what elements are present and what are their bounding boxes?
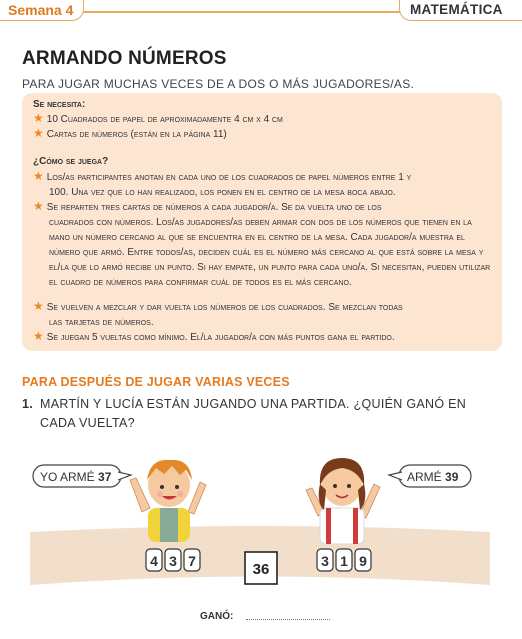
martin-bubble-text: YO ARMÉ (40, 470, 95, 484)
game-illustration (0, 440, 522, 605)
martin-bubble-number: 37 (98, 470, 112, 484)
rule-text-cont: 100. Una vez que lo han realizado, los ponen en el centro de la mesa boca abajo. (49, 187, 396, 198)
star-icon: ★ (33, 126, 44, 140)
svg-text:ARMÉ 39 (407, 469, 459, 484)
week-label: Semana 4 (0, 0, 84, 21)
rule-text: Se reparten tres cartas de números a cada jugador/a. Se da vuelta uno de los (46, 202, 382, 213)
lucia-speech-bubble (389, 465, 471, 487)
rules-heading: ¿Cómo se juega? (33, 156, 109, 167)
question-number: 1. (22, 397, 34, 411)
star-icon: ★ (33, 199, 44, 213)
center-number-card (245, 552, 277, 584)
rule-item (33, 299, 493, 330)
subject-label: MATEMÁTICA (399, 0, 522, 21)
rule-item (33, 169, 493, 200)
answer-label: GANÓ: (200, 611, 234, 622)
materials-item-text: Cartas de números (están en la página 11) (46, 129, 227, 140)
rule-text: Se vuelven a mezclar y dar vuelta los números de los cuadrados. Se mezclan todas (46, 302, 403, 313)
materials-item (33, 111, 493, 127)
answer-line[interactable] (246, 619, 330, 620)
rule-item (33, 329, 493, 345)
materials-heading: Se necesita: (33, 99, 86, 110)
section-title: PARA DESPUÉS DE JUGAR VARIAS VECES (22, 375, 290, 389)
star-icon: ★ (33, 111, 44, 125)
lucia-bubble-text: ARMÉ (407, 470, 442, 484)
center-card-number: 36 (252, 561, 270, 578)
star-icon: ★ (33, 169, 44, 183)
rule-text-cont: las tarjetas de números. (49, 317, 154, 328)
rule-text-cont: cuadrados con números. Los/as jugadores/as deben armar con dos de los números que tienen en la mano un número cercano al que se encuentra en el centro de la mesa. Cada jugador/a muestra el número que armó. Entre todos/as, deciden cuál es el número más cercano al que está sobre la mesa y el/la que lo armó recibe un punto. Si hay empate, un punto para cada uno/a. Si necesitan, pueden utilizar el cuadro de números para confirmar cuál de todos es el más cercano. (49, 217, 491, 288)
materials-item-text: 10 Cuadrados de papel de aproximadamente 4 cm x 4 cm (46, 114, 283, 125)
lucia-bubble-number: 39 (445, 470, 459, 484)
svg-text:YO ARMÉ 37 (40, 469, 112, 484)
page-subtitle: PARA JUGAR MUCHAS VECES DE A DOS O MÁS JUGADORES/AS. (22, 77, 415, 91)
rule-text: Se juegan 5 vueltas como mínimo. El/la jugador/a con más puntos gana el partido. (46, 332, 395, 343)
rule-item (33, 199, 493, 290)
card-digit: 4 (150, 553, 158, 569)
materials-item (33, 126, 493, 142)
instructions-box (22, 93, 502, 351)
card-digit: 3 (321, 553, 329, 569)
card-digit: 1 (340, 553, 348, 569)
question-1 (22, 395, 492, 433)
martin-cards (146, 549, 200, 571)
card-digit: 9 (359, 553, 367, 569)
page-header (0, 0, 522, 24)
page-title: ARMANDO NÚMEROS (22, 48, 227, 69)
star-icon: ★ (33, 329, 44, 343)
martin-speech-bubble (33, 465, 131, 487)
card-digit: 3 (169, 553, 177, 569)
card-digit: 7 (188, 553, 196, 569)
question-text: MARTÍN Y LUCÍA ESTÁN JUGANDO UNA PARTIDA. ¿QUIÉN GANÓ EN CADA VUELTA? (40, 397, 467, 430)
star-icon: ★ (33, 299, 44, 313)
rule-text: Los/as participantes anotan en cada uno de los cuadrados de papel números entre 1 y (46, 172, 412, 183)
lucia-cards (317, 549, 371, 571)
